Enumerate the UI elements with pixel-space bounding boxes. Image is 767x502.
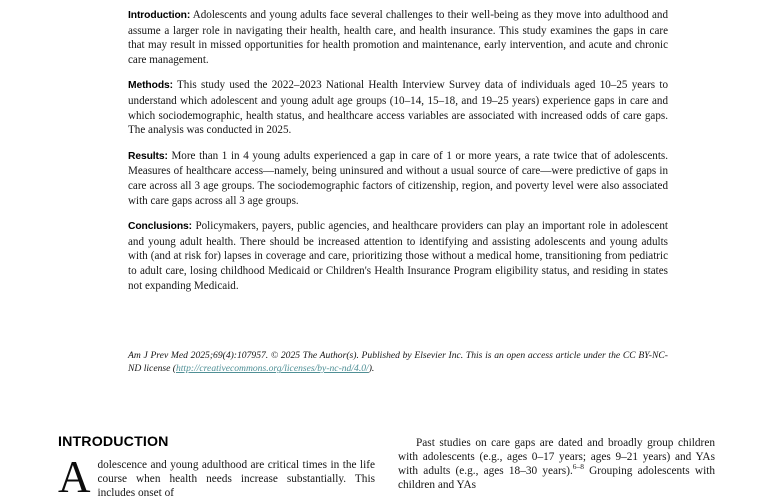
- abstract-text-introduction: Adolescents and young adults face several challenges to their well-being as they move into adulthood and assume a larger role in navigating their health, health care, and health insurance. This study examines the gaps in care that may result in missed opportunities for health promotion and maintenance, early intervention, and acute and chronic care management.: [128, 9, 668, 66]
- citation-reference: Am J Prev Med 2025;69(4):107957. © 2025 The Author(s). Published by Elsevier Inc. This is an open access article under the CC BY-NC-ND license (: [128, 350, 668, 375]
- abstract-section-conclusions: [128, 219, 668, 293]
- abstract-text-conclusions: Policymakers, payers, public agencies, and healthcare providers can play an important role in adolescent and young adult health. There should be increased attention to identifying and assisting adolescents and young adults with (and at risk for) lapses in coverage and care, prioritizing those without a medical home, transitioning from pediatric to adult care, losing childhood Medicaid or Children's Health Insurance Program eligibility status, and residing in states not expanding Medicaid.: [128, 220, 668, 292]
- citation-superscript[interactable]: 6–8: [572, 462, 584, 472]
- abstract-block: [128, 8, 668, 301]
- abstract-label-methods: Methods:: [128, 80, 173, 92]
- body-text-right-part1: Past studies on care gaps are dated and broadly group children with adolescents (e.g., ages 0–17 years; ages 9–21 years) and YAs with adults (e.g., ages 18–30 years).: [398, 437, 715, 478]
- drop-cap: A: [58, 458, 91, 502]
- abstract-section-introduction: [128, 8, 668, 67]
- body-column-left: [58, 458, 375, 502]
- page-title: INTRODUCTION: [58, 434, 169, 450]
- abstract-text-results: More than 1 in 4 young adults experienced a gap in care of 1 or more years, a rate twice that of adolescents. Measures of healthcare access—namely, being uninsured and without a usual source of care—were predictive of gaps in care across all 3 age groups. The sociodemographic factors of citizenship, region, and poverty level were also associated with care gaps across all 3 age groups.: [128, 149, 668, 207]
- citation-license-line: [128, 349, 668, 376]
- body-paragraph-left: [58, 458, 375, 500]
- abstract-label-conclusions: Conclusions:: [128, 221, 193, 233]
- license-link[interactable]: http://creativecommons.org/licenses/by-nc-nd/4.0/: [175, 363, 369, 375]
- body-text-left: dolescence and young adulthood are critical times in the life course when health needs increase substantially. This includes onset of: [97, 459, 375, 500]
- body-column-right: [398, 436, 715, 502]
- body-text-right-part2: Grouping adolescents with children and YAs: [398, 465, 715, 492]
- abstract-section-results: [128, 149, 668, 208]
- abstract-text-methods: This study used the 2022–2023 National Health Interview Survey data of individuals aged 10–25 years to understand which adolescent and young adult age groups (10–14, 15–18, and 19–25 years) experience gaps in care and which sociodemographic, health status, and healthcare access variables are associated with increased odds of care gaps. The analysis was conducted in 2025.: [128, 79, 668, 137]
- abstract-label-results: Results:: [128, 150, 168, 162]
- abstract-section-methods: [128, 78, 668, 137]
- body-paragraph-right: [398, 436, 715, 492]
- citation-tail: ).: [368, 363, 375, 375]
- abstract-label-introduction: Introduction:: [128, 10, 191, 21]
